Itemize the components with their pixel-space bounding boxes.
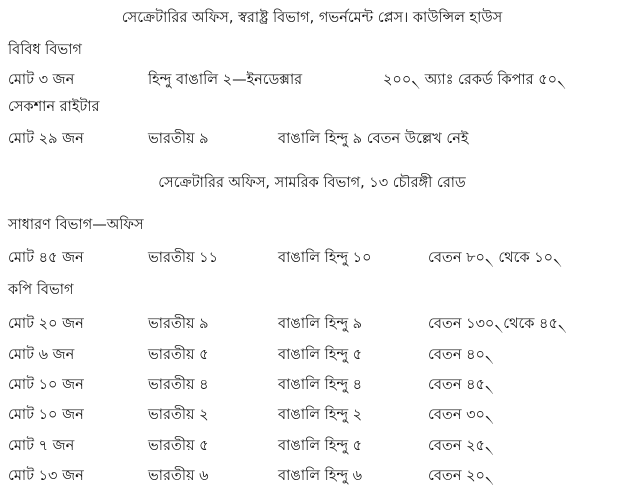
general-salary: বেতন ৮০৲ থেকে ১০৲ — [428, 250, 562, 266]
copy-total: মোট ৬ জন — [8, 347, 75, 363]
copy-total: মোট ২০ জন — [8, 316, 84, 332]
section-general-title: সাধারণ বিভাগ—অফিস — [8, 217, 144, 233]
section-writer-title: সেকশান রাইটার — [8, 99, 100, 115]
copy-salary: বেতন ১৩০৲থেকে ৪৫৲ — [428, 316, 567, 332]
copy-total: মোট ৭ জন — [8, 438, 75, 454]
heading-home-department: সেক্রেটারির অফিস, স্বরাষ্ট্র বিভাগ, গভর্নমেন্ট প্লেস। কাউন্সিল হাউস — [121, 10, 503, 26]
section-misc-title: বিবিধ বিভাগ — [8, 42, 82, 58]
copy-bengali: বাঙালি হিন্দু ৫ — [278, 438, 363, 454]
copy-total: মোট ১৩ জন — [8, 468, 84, 484]
copy-indian: ভারতীয় ৬ — [148, 468, 209, 484]
copy-salary: বেতন ৩০৲ — [428, 407, 494, 423]
copy-bengali: বাঙালি হিন্দু ৪ — [278, 377, 363, 393]
copy-total: মোট ১০ জন — [8, 407, 84, 423]
copy-indian: ভারতীয় ৪ — [148, 377, 209, 393]
general-bengali: বাঙালি হিন্দু ১০ — [278, 250, 372, 266]
copy-salary: বেতন ২৫৲ — [428, 438, 494, 454]
writer-bengali: বাঙালি হিন্দু ৯ বেতন উল্লেখ নেই — [278, 131, 469, 147]
copy-salary: বেতন ৪০৲ — [428, 347, 494, 363]
writer-total: মোট ২৯ জন — [8, 131, 84, 147]
misc-total: মোট ৩ জন — [8, 72, 75, 88]
copy-bengali: বাঙালি হিন্দু ২ — [278, 407, 363, 423]
copy-bengali: বাঙালি হিন্দু ৫ — [278, 347, 363, 363]
copy-salary: বেতন ৪৫৲ — [428, 377, 494, 393]
copy-indian: ভারতীয় ৫ — [148, 438, 209, 454]
copy-bengali: বাঙালি হিন্দু ৬ — [278, 468, 363, 484]
copy-total: মোট ১০ জন — [8, 377, 84, 393]
general-indian: ভারতীয় ১১ — [148, 250, 218, 266]
copy-bengali: বাঙালি হিন্দু ৯ — [278, 316, 363, 332]
general-total: মোট ৪৫ জন — [8, 250, 84, 266]
writer-indian: ভারতীয় ৯ — [148, 131, 209, 147]
misc-salary: ২০০৲ অ্যাঃ রেকর্ড কিপার ৫০৲ — [383, 72, 566, 88]
misc-detail: হিন্দু বাঙালি ২—ইনডেক্সার — [148, 72, 303, 88]
copy-indian: ভারতীয় ৫ — [148, 347, 209, 363]
copy-salary: বেতন ২০৲ — [428, 468, 494, 484]
copy-indian: ভারতীয় ৯ — [148, 316, 209, 332]
section-copy-title: কপি বিভাগ — [8, 282, 74, 298]
heading-military-department: সেক্রেটারির অফিস, সামরিক বিভাগ, ১৩ চৌরঙ্গী রোড — [158, 175, 466, 191]
copy-indian: ভারতীয় ২ — [148, 407, 209, 423]
